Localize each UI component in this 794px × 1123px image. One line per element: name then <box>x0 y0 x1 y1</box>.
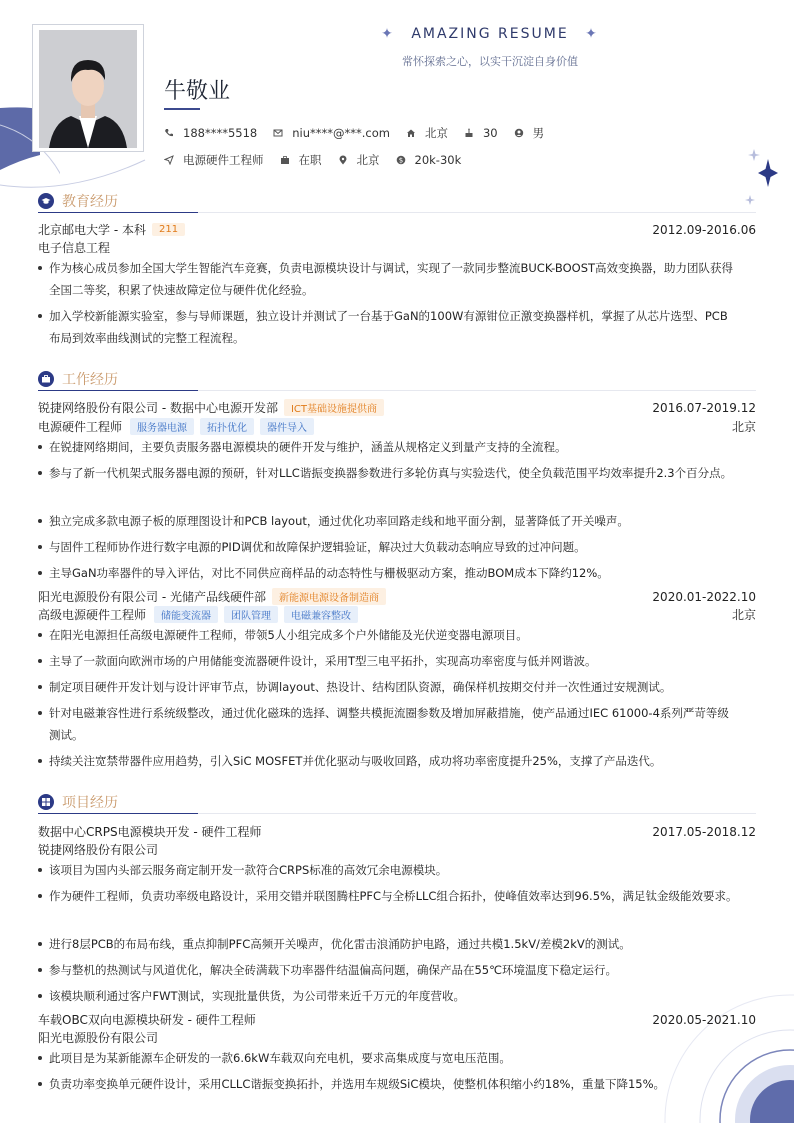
company-name: 阳光电源股份有限公司 - 光储产品线硬件部 <box>38 590 266 604</box>
skill-tag: 服务器电源 <box>130 418 194 435</box>
project-company-row <box>38 841 756 858</box>
skill-tag: 电磁兼容整改 <box>284 606 358 623</box>
project-period: 2017.05-2018.12 <box>652 824 756 839</box>
project-bullet: 该模块顺利通过客户FWT测试，实现批量供货，为公司带来近千万元的年度营收。 <box>38 985 738 1007</box>
section-title: 教育经历 <box>62 194 118 210</box>
project-bullet: 参与整机的热测试与风道优化，解决全砖满载下功率器件结温偏高问题，确保产品在55℃环境温度下稳定运行。 <box>38 959 738 981</box>
profile-photo <box>39 30 137 148</box>
slogan-title-block <box>340 26 640 42</box>
hometown-info <box>406 125 448 141</box>
email-info <box>273 126 390 140</box>
project-header <box>38 823 756 840</box>
sparkle-decoration <box>740 145 780 210</box>
job-bullet: 持续关注宽禁带器件应用趋势，引入SiC MOSFET并优化驱动与吸收回路，成功将功率密度提升25%，支撑了产品迭代。 <box>38 750 738 772</box>
phone-value: 188****5518 <box>183 126 258 140</box>
work-section-header <box>38 369 118 389</box>
job-bullet: 参与了新一代机架式服务器电源的预研，针对LLC谐振变换器参数进行多轮仿真与实验迭代，使全负载范围平均效率提升2.3个百分点。 <box>38 462 738 484</box>
city-info <box>338 152 380 168</box>
job-bullet: 在阳光电源担任高级电源硬件工程师，带领5人小组完成多个户外储能及光伏逆变器电源项目。 <box>38 624 738 646</box>
job-header <box>38 399 756 416</box>
briefcase-icon <box>280 155 290 165</box>
education-major-row <box>38 239 756 256</box>
phone-icon <box>164 128 174 138</box>
job-bullet: 独立完成多款电源子板的原理图设计和PCB layout，通过优化功率回路走线和地平面分割，显著降低了开关噪声。 <box>38 510 738 532</box>
education-bullet: 加入学校新能源实验室，参与导师课题，独立设计并测试了一台基于GaN的100W有源钳位正激变换器样机，掌握了从芯片选型、PCB布局到效率曲线测试的完整工程流程。 <box>38 305 738 349</box>
email-value: niu****@***.com <box>292 126 390 140</box>
project-period: 2020.05-2021.10 <box>652 1012 756 1027</box>
candidate-name: 牛敬业 <box>164 79 231 104</box>
section-divider <box>38 390 756 391</box>
job-bullet: 在锐捷网络期间，主要负责服务器电源模块的硬件开发与维护，涵盖从规格定义到量产支持的全流程。 <box>38 436 738 458</box>
position-value: 电源硬件工程师 <box>183 153 264 167</box>
project-bullet: 该项目为国内头部云服务商定制开发一款符合CRPS标准的高效冗余电源模块。 <box>38 859 738 881</box>
age-value: 30 <box>482 126 498 140</box>
job-bullet: 主导了一款面向欧洲市场的户用储能变流器硬件设计，采用T型三电平拓扑，实现高功率密度与低并网谐波。 <box>38 650 738 672</box>
status-info <box>280 152 322 168</box>
skill-tag: 团队管理 <box>224 606 278 623</box>
skill-tag: 器件导入 <box>260 418 314 435</box>
money-icon <box>396 155 406 165</box>
job-role: 电源硬件工程师 <box>38 420 123 434</box>
svg-text:$: $ <box>398 156 403 165</box>
job-period: 2020.01-2022.10 <box>652 589 756 604</box>
skill-tag: 储能变流器 <box>154 606 218 623</box>
company-tag: 新能源电源设备制造商 <box>272 588 386 605</box>
job-role: 高级电源硬件工程师 <box>38 608 147 622</box>
project-company: 锐捷网络股份有限公司 <box>38 843 159 857</box>
send-icon <box>164 155 174 165</box>
city-value: 北京 <box>356 153 380 167</box>
star-icon: ✦ <box>381 26 395 42</box>
section-title: 工作经历 <box>62 372 118 388</box>
home-icon <box>406 128 416 138</box>
school-tag: 211 <box>152 223 185 236</box>
salary-value: 20k-30k <box>414 153 462 167</box>
age-info <box>464 126 498 140</box>
email-icon <box>273 128 283 138</box>
slogan-title: AMAZING RESUME <box>411 26 569 42</box>
contact-info-row <box>164 125 560 141</box>
job-header <box>38 588 756 605</box>
project-bullet: 此项目是为某新能源车企研发的一款6.6kW车载双向充电机，要求高集成度与宽电压范围。 <box>38 1047 738 1069</box>
education-section-header <box>38 191 118 211</box>
project-name: 车载OBC双向电源模块研发 - 硬件工程师 <box>38 1013 256 1027</box>
project-header <box>38 1011 756 1028</box>
major-name: 电子信息工程 <box>38 241 111 255</box>
phone-info <box>164 126 257 140</box>
project-section-header <box>38 792 118 812</box>
section-divider <box>38 813 756 814</box>
gender-info <box>514 125 545 141</box>
slogan-subtitle: 常怀探索之心，以实干沉淀自身价值 <box>402 55 578 68</box>
project-bullet: 负责功率变换单元硬件设计，采用CLLC谐振变换拓扑，并选用车规级SiC模块，使整机体积缩小约18%，重量下降15%。 <box>38 1073 738 1095</box>
section-title: 项目经历 <box>62 795 118 811</box>
job-bullet: 针对电磁兼容性进行系统级整改，通过优化磁珠的选择、调整共模扼流圈参数及增加屏蔽措施，使产品通过IEC 61000-4系列严苛等级测试。 <box>38 702 738 746</box>
education-bullet: 作为核心成员参加全国大学生智能汽车竞赛，负责电源模块设计与调试，实现了一款同步整流BUCK-BOOST高效变换器，助力团队获得全国二等奖，积累了快速故障定位与硬件优化经验。 <box>38 257 738 301</box>
job-bullet: 制定项目硬件开发计划与设计评审节点，协调layout、热设计、结构团队资源，确保样机按期交付并一次性通过安规测试。 <box>38 676 738 698</box>
star-icon: ✦ <box>585 26 599 42</box>
project-bullet: 作为硬件工程师，负责功率级电路设计，采用交错并联图腾柱PFC与全桥LLC组合拓扑，使峰值效率达到96.5%，满足钛金级能效要求。 <box>38 885 738 907</box>
name-underline <box>164 108 200 110</box>
skill-tag: 拓扑优化 <box>200 418 254 435</box>
person-icon <box>514 128 524 138</box>
job-intent-row <box>164 152 477 168</box>
job-role-row <box>38 606 756 623</box>
project-bullet: 进行8层PCB的布局布线，重点抑制PFC高频开关噪声，优化雷击浪涌防护电路，通过共模1.5kV/差模2kV的测试。 <box>38 933 738 955</box>
status-value: 在职 <box>298 153 322 167</box>
education-period: 2012.09-2016.06 <box>652 222 756 237</box>
project-company-row <box>38 1029 756 1046</box>
cake-icon <box>464 128 474 138</box>
position-info <box>164 152 264 168</box>
graduation-cap-icon <box>38 193 54 209</box>
job-location: 北京 <box>731 608 756 622</box>
job-period: 2016.07-2019.12 <box>652 400 756 415</box>
school-name: 北京邮电大学 - 本科 <box>38 223 146 237</box>
job-location: 北京 <box>731 420 756 434</box>
company-name: 锐捷网络股份有限公司 - 数据中心电源开发部 <box>38 401 278 415</box>
location-icon <box>338 155 348 165</box>
section-divider <box>38 212 756 213</box>
job-bullet: 主导GaN功率器件的导入评估，对比不同供应商样品的动态特性与栅极驱动方案，推动BOM成本下降约12%。 <box>38 562 738 584</box>
job-role-row <box>38 418 756 435</box>
salary-info <box>396 153 462 167</box>
project-company: 阳光电源股份有限公司 <box>38 1031 159 1045</box>
briefcase-icon <box>38 371 54 387</box>
education-entry-header <box>38 221 756 238</box>
profile-photo-frame <box>32 24 144 152</box>
gender-value: 男 <box>532 126 545 140</box>
company-tag: ICT基础设施提供商 <box>284 399 384 416</box>
hometown-value: 北京 <box>424 126 448 140</box>
grid-icon <box>38 794 54 810</box>
project-name: 数据中心CRPS电源模块开发 - 硬件工程师 <box>38 825 262 839</box>
job-bullet: 与固件工程师协作进行数字电源的PID调优和故障保护逻辑验证，解决过大负载动态响应导致的过冲问题。 <box>38 536 738 558</box>
